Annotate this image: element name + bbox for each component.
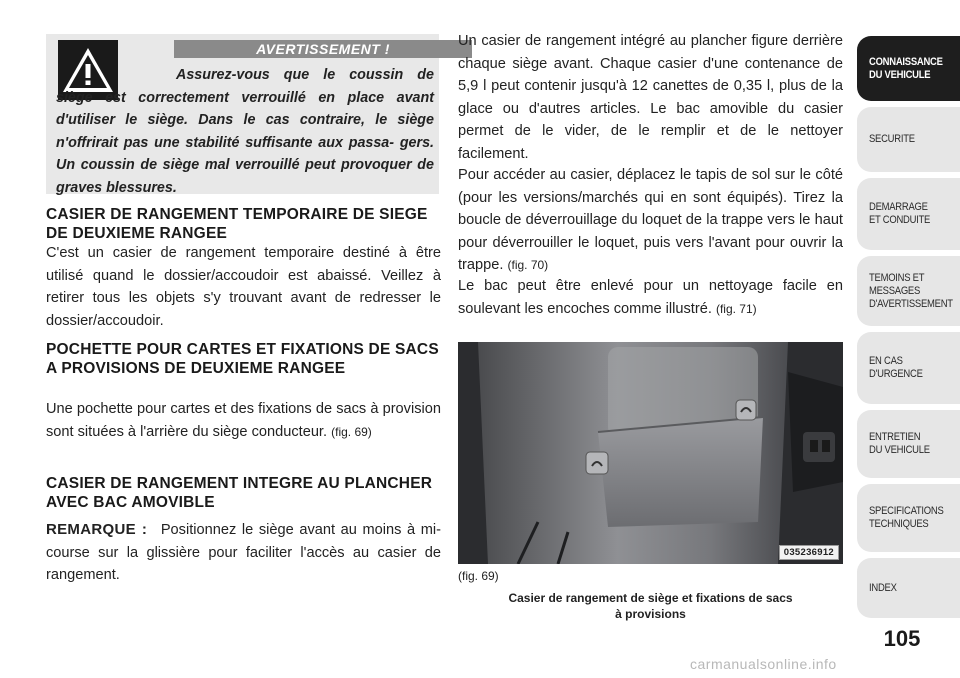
note-paragraph	[46, 519, 441, 587]
tab-index[interactable]	[857, 558, 960, 618]
paragraph-access-storage	[458, 164, 843, 277]
tab-label-line: ET CONDUITE	[869, 214, 931, 226]
warning-box	[46, 34, 439, 194]
figure-label: (fig. 69)	[458, 569, 499, 583]
fig-ref-71: (fig. 71)	[715, 301, 757, 316]
heading-floor-storage: CASIER DE RANGEMENT INTEGRE AU PLANCHER AVEC BAC AMOVIBLE	[46, 475, 433, 511]
paragraph-map-pocket-text: Une pochette pour cartes et des fixations de sacs à provision sont situées à l'arrière du siège conducteur.	[46, 401, 441, 440]
tab-label-line: SPECIFICATIONS	[869, 505, 944, 517]
paragraph-remove-bin	[458, 275, 843, 320]
tab-securite[interactable]	[857, 107, 960, 172]
note-text: Positionnez le siège avant au moins à mi-course sur la glissière pour faciliter l'accès au casier de rangement.	[46, 522, 441, 583]
tab-label-line: DU VEHICULE	[869, 68, 931, 81]
seat-back-photo	[458, 342, 843, 564]
paragraph-floor-storage: Un casier de rangement intégré au plancher figure derrière chaque siège avant. Chaque casier d'une contenance de 5,9 l peut contenir jusqu'à 12 canettes de 0,35 l, plus de la glace ou d'autres articles. Le bac amovible du casier permet de le vider, de le remplir et de le nettoyer facilement.	[458, 33, 843, 162]
image-id-label: 035236912	[779, 545, 839, 560]
tab-temoins-messages[interactable]	[857, 256, 960, 326]
page-number: 105	[883, 626, 921, 651]
tab-specifications-techniques[interactable]	[857, 484, 960, 552]
fig-ref-70: (fig. 70)	[507, 258, 549, 272]
tab-label-line: EN CAS	[869, 355, 903, 367]
warning-text: Assurez-vous que le coussin de siège est correctement verrouillé en place avant d'utiliser le siège. Dans le cas contraire, le siège n'offrirait pas une stabilité suffisante aux passa- gers. Un coussin de siège mal verrouillé peut provoquer de graves blessures.	[56, 67, 434, 196]
tab-label-line: DEMARRAGE	[869, 201, 928, 213]
tab-label-line: ENTRETIEN	[869, 431, 921, 443]
heading-map-pocket: POCHETTE POUR CARTES ET FIXATIONS DE SACS A PROVISIONS DE DEUXIEME RANGEE	[46, 341, 439, 377]
tab-en-cas-urgence[interactable]	[857, 332, 960, 404]
paragraph-map-pocket	[46, 398, 441, 443]
heading-temporary-storage: CASIER DE RANGEMENT TEMPORAIRE DE SIEGE DE DEUXIEME RANGEE	[46, 206, 428, 242]
tab-label-line: D'AVERTISSEMENT	[869, 297, 953, 310]
warning-title: AVERTISSEMENT !	[174, 40, 472, 58]
paragraph-access-storage-text: Pour accéder au casier, déplacez le tapis de sol sur le côté (pour les versions/marchés qui en sont équipés). Tirez la boucle de déverrouillage du loquet de la trappe vers le haut pour déverrouiller le loquet, puis vers l'avant pour ouvrir la trappe.	[458, 167, 843, 273]
tab-label-line: DU VEHICULE	[869, 444, 930, 456]
note-label: REMARQUE :	[46, 521, 148, 538]
figure-caption-line2: à provisions	[615, 607, 686, 621]
tab-label-line: TEMOINS ET	[869, 271, 925, 284]
paragraph-remove-bin-text: Le bac peut être enlevé pour un nettoyage facile en soulevant les encoches comme illustré.	[458, 278, 843, 317]
tab-label-line: CONNAISSANCE	[869, 55, 943, 68]
watermark: carmanualsonline.info	[690, 656, 837, 672]
tab-entretien-vehicule[interactable]	[857, 410, 960, 478]
tab-label-line: SECURITE	[869, 133, 915, 145]
tab-label-line: INDEX	[869, 581, 897, 594]
figure-caption	[458, 590, 843, 622]
fig-ref-69: (fig. 69)	[331, 424, 372, 439]
tab-label-line: D'URGENCE	[869, 368, 923, 380]
tab-connaissance-vehicule[interactable]	[857, 36, 960, 101]
paragraph-temporary-storage: C'est un casier de rangement temporaire destiné à être utilisé quand le dossier/accoudoir est abaissé. Veillez à retirer tous les objets s'y trouvant avant de redresser le dossier/accoudoir.	[46, 245, 441, 329]
tab-demarrage-conduite[interactable]	[857, 178, 960, 250]
tab-label-line: TECHNIQUES	[869, 518, 929, 530]
figure-caption-line1: Casier de rangement de siège et fixations de sacs	[508, 591, 793, 605]
tab-label-line: MESSAGES	[869, 284, 921, 297]
